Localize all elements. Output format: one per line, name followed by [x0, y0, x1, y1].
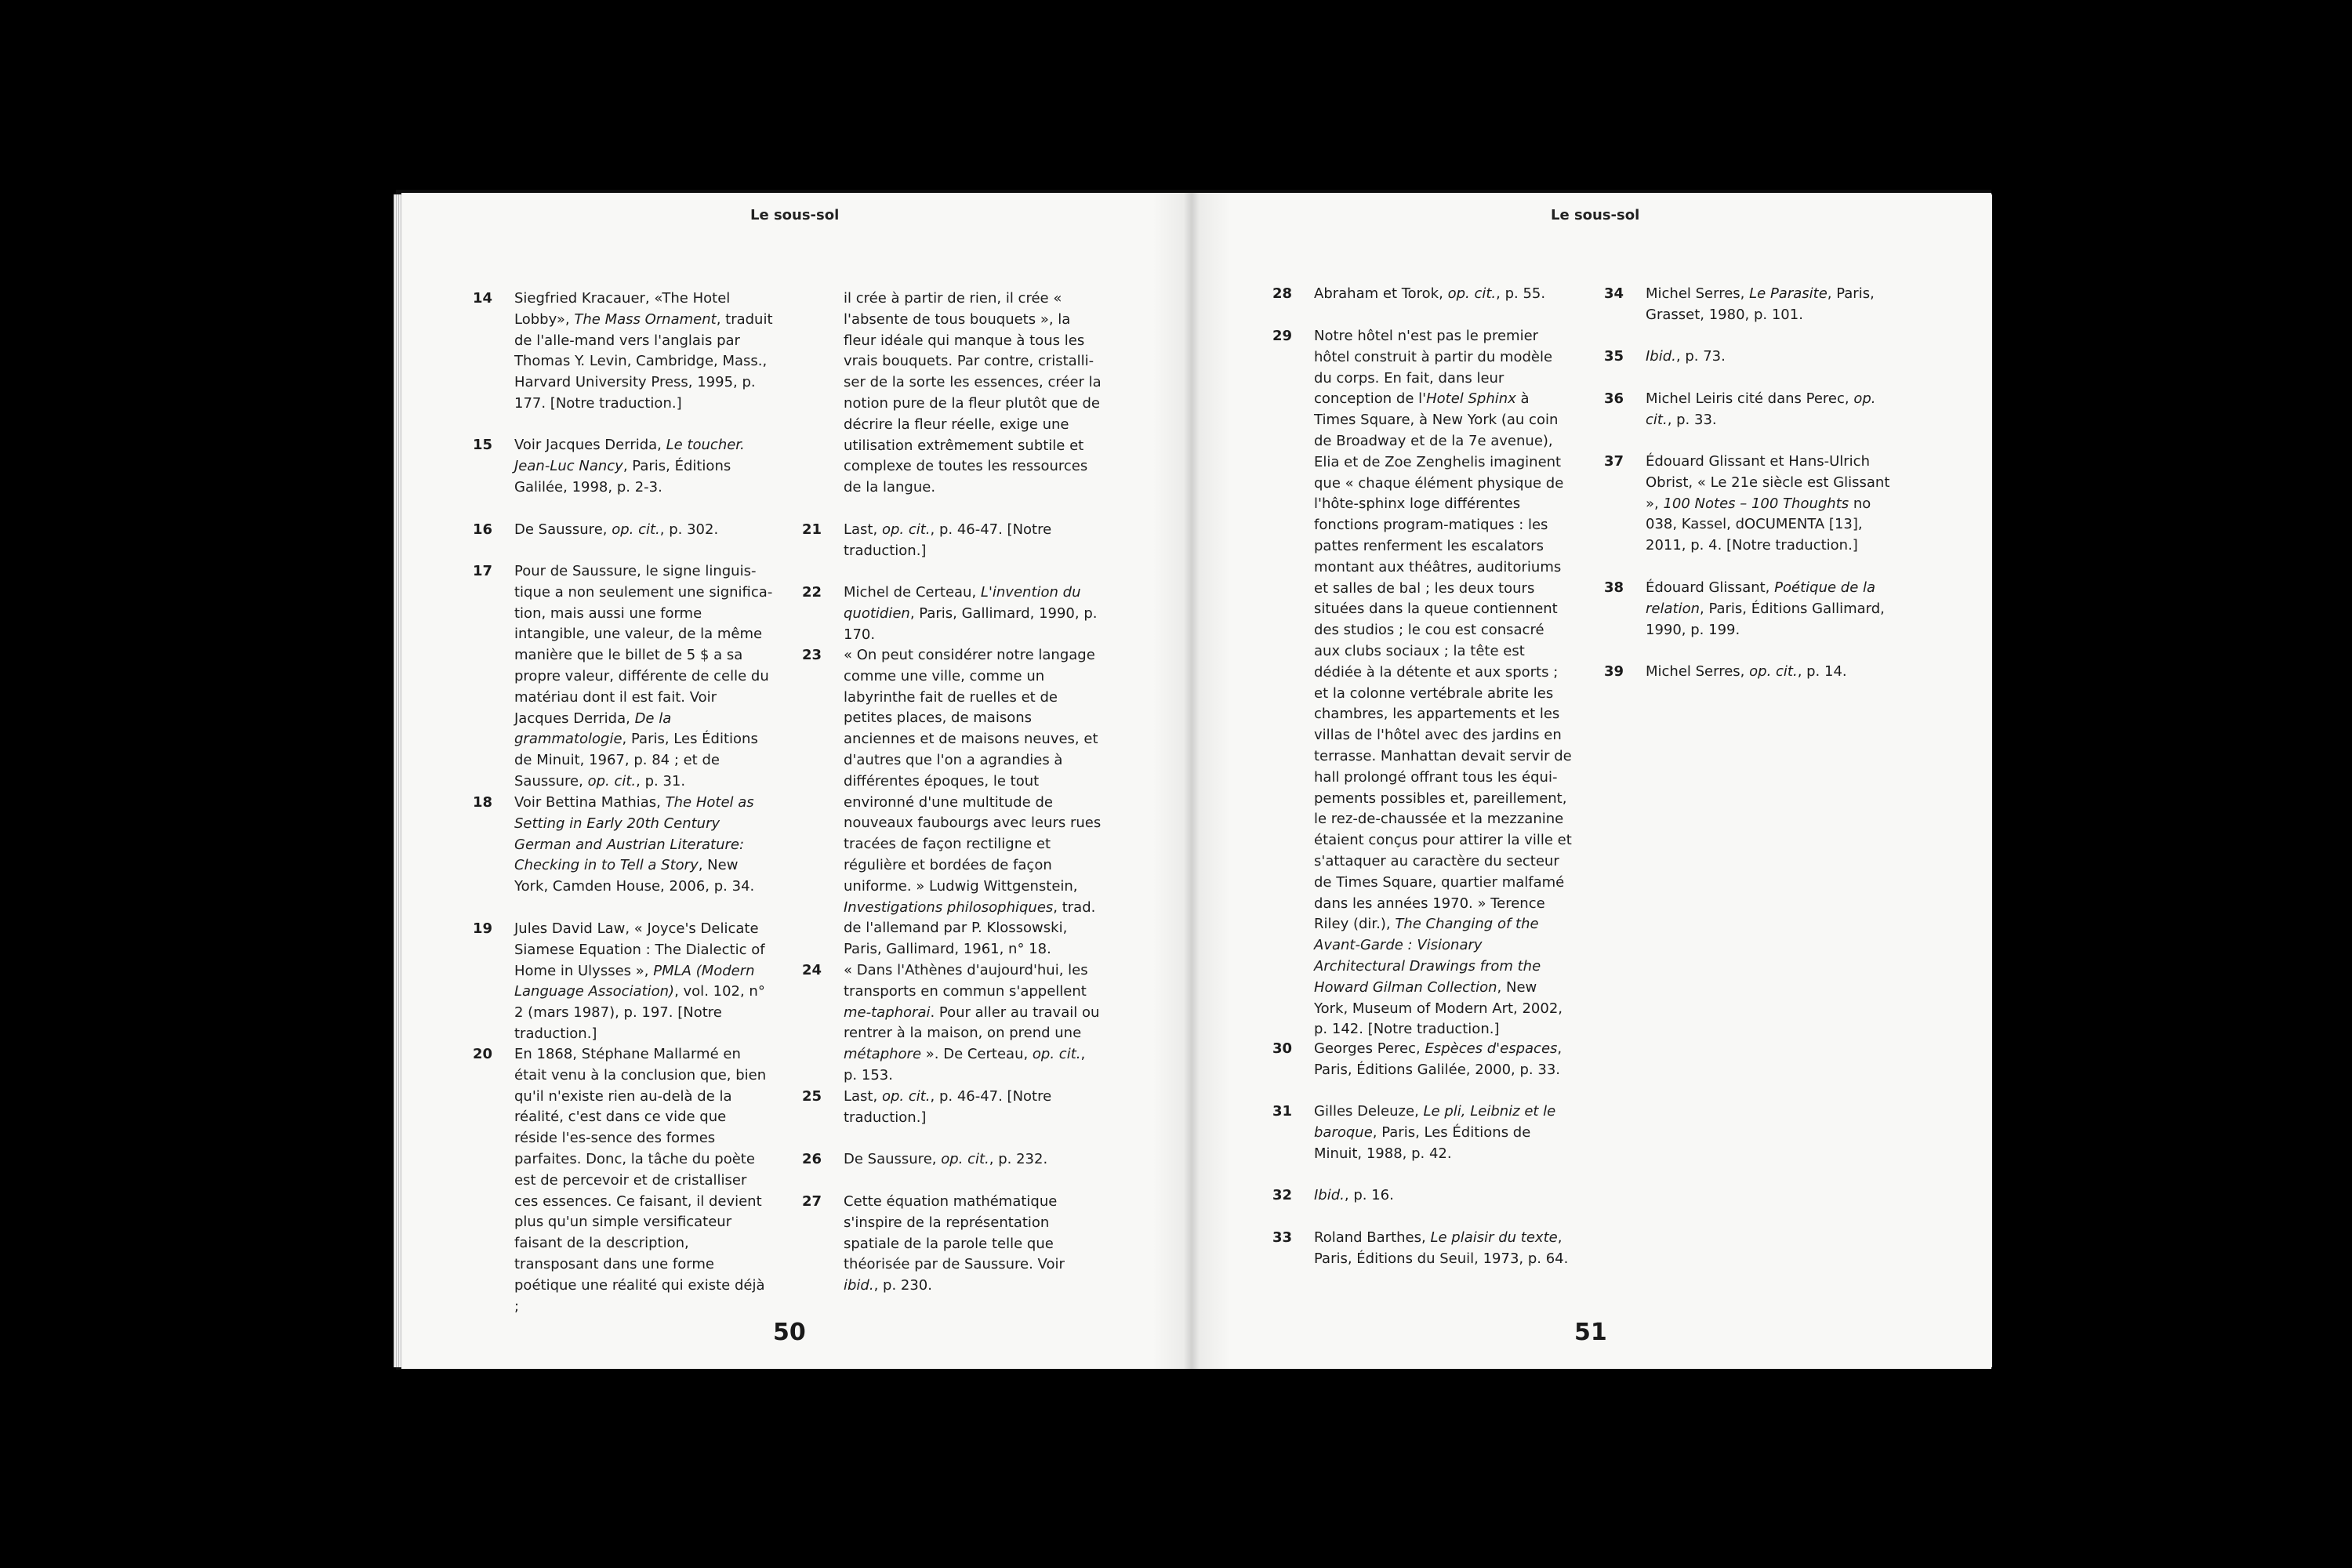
footnote-number: 17: [473, 563, 493, 579]
footnote-text: Georges Perec, Espèces d'espaces, Paris, Éditions Galilée, 2000, p. 33.: [1314, 1040, 1563, 1078]
footnote-text: De Saussure, op. cit., p. 302.: [514, 521, 719, 538]
footnote-text: Michel Leiris cité dans Perec, op. cit., p. 33.: [1646, 390, 1876, 428]
footnote-number: 18: [473, 794, 493, 811]
footnote-number: 29: [1272, 328, 1293, 344]
footnote-number: 31: [1272, 1103, 1293, 1120]
footnote-text: « On peut considérer notre langage comme une ville, comme un labyrinthe fait de ruelles et de petites places, de maisons anciennes et de maisons neuves, et d'autres que l'on a agrandies à différentes époques, le tout environné d'une multitude de nouveaux faubourgs avec leurs rues tracées de façon rectiligne et régulière et bordées de façon uniforme. » Ludwig Wittgenstein, Investigations philosophiques, trad. de l'allemand par P. Klossowski, Paris, Gallimard, 1961, n° 18.: [844, 647, 1102, 958]
footnote-number: 35: [1604, 348, 1624, 365]
footnote-text: « Dans l'Athènes d'aujourd'hui, les transports en commun s'appellent me-taphorai. Pour aller au travail ou rentrer à la maison, on prend une métaphore ». De Certeau, op. cit., p. 153.: [844, 962, 1100, 1083]
footnote-number: 19: [473, 920, 493, 937]
page-number-left: 50: [773, 1319, 806, 1346]
footnote-number: 25: [802, 1088, 822, 1105]
footnote-text: Notre hôtel n'est pas le premier hôtel construit à partir du modèle du corps. En fait, dans leur conception de l'Hotel Sphinx à Times Square, à New York (au coin de Broadway et de la 7e avenue), Elia et de Zoe Zenghelis imaginent que « chaque élément physique de l'hôte-sphinx loge différentes fonctions program-matiques : les pattes renferment les escalators montant aux théâtres, auditoriums et salles de bal ; les deux tours situées dans la queue contiennent des studios ; le cou est consacré aux clubs sociaux ; la tête est dédiée à la détente et aux sports ; et la colonne vertébrale abrite les chambres, les appartements et les villas de l'hôtel avec des jardins en terrasse. Manhattan devait servir de hall prolongé offrant tous les équi-pements possibles et, pareillement, le rez-de-chaussée et la mezzanine étaient conçus pour attirer la ville et s'attaquer au caractère du secteur de Times Square, quartier malfamé dans les années 1970. » Terence Riley (dir.), The Changing of the Avant-Garde : Visionary Architectural Drawings from the Howard Gilman Collection, New York, Museum of Modern Art, 2002, p. 142. [Notre traduction.]: [1314, 328, 1572, 1038]
footnote-number: 36: [1604, 390, 1624, 407]
footnote-text: Last, op. cit., p. 46-47. [Notre traduction.]: [844, 521, 1052, 559]
footnote-text: Jules David Law, « Joyce's Delicate Siamese Equation : The Dialectic of Home in Ulysses », PMLA (Modern Language Association), vol. 102, n° 2 (mars 1987), p. 197. [Notre traduction.]: [514, 920, 765, 1042]
footnote-text: Ibid., p. 16.: [1314, 1187, 1394, 1203]
footnote-number: 24: [802, 962, 822, 978]
footnote-number: 28: [1272, 285, 1293, 302]
footnote-number: 30: [1272, 1040, 1293, 1057]
footnote-number: 27: [802, 1193, 822, 1210]
running-head-right: Le sous-sol: [1551, 207, 1640, 223]
footnote-number: 14: [473, 290, 493, 307]
footnote-number: 32: [1272, 1187, 1293, 1203]
footnote-number: 39: [1604, 663, 1624, 680]
footnote-text: Michel Serres, Le Parasite, Paris, Grasset, 1980, p. 101.: [1646, 285, 1875, 323]
page-number-right: 51: [1574, 1319, 1607, 1346]
footnote-number: 15: [473, 437, 493, 453]
right-page: [1189, 193, 1991, 1369]
footnote-text: Gilles Deleuze, Le pli, Leibniz et le baroque, Paris, Les Éditions de Minuit, 1988, p. 42.: [1314, 1103, 1556, 1162]
footnote-text: il crée à partir de rien, il crée « l'absente de tous bouquets », la fleur idéale qui manque à tous les vrais bouquets. Par contre, cristalli-ser de la sorte les essences, créer la notion pure de la fleur plutôt que de décrire la fleur réelle, exige une utilisation extrêmement subtile et complexe de toutes les ressources de la langue.: [844, 290, 1102, 496]
footnote-number: 33: [1272, 1229, 1293, 1246]
footnote-text: Abraham et Torok, op. cit., p. 55.: [1314, 285, 1546, 302]
footnote-text: En 1868, Stéphane Mallarmé en était venu à la conclusion que, bien qu'il n'existe rien au-delà de la réalité, c'est dans ce vide que réside l'es-sence des formes parfaites. Donc, la tâche du poète est de percevoir et de cristalliser ces essences. Ce faisant, il devient plus qu'un simple versificateur faisant de la description, transposant dans une forme poétique une réalité qui existe déjà ;: [514, 1046, 767, 1315]
footnote-text: Voir Jacques Derrida, Le toucher. Jean-Luc Nancy, Paris, Éditions Galilée, 1998, p. 2-3.: [514, 437, 745, 495]
footnote-text: Ibid., p. 73.: [1646, 348, 1726, 365]
footnote-text: Siegfried Kracauer, «The Hotel Lobby», The Mass Ornament, traduit de l'alle-mand vers l'anglais par Thomas Y. Levin, Cambridge, Mass., Harvard University Press, 1995, p. 177. [Notre traduction.]: [514, 290, 773, 412]
footnote-number: 22: [802, 584, 822, 601]
footnote-text: Pour de Saussure, le signe linguis-tique a non seulement une significa-tion, mais aussi une forme intangible, une valeur, de la même manière que le billet de 5 $ a sa propre valeur, différente de celle du matériau dont il est fait. Voir Jacques Derrida, De la grammatologie, Paris, Les Éditions de Minuit, 1967, p. 84 ; et de Saussure, op. cit., p. 31.: [514, 563, 773, 789]
footnote-text: Édouard Glissant, Poétique de la relation, Paris, Éditions Gallimard, 1990, p. 199.: [1646, 579, 1885, 638]
footnote-number: 26: [802, 1151, 822, 1167]
footnote-number: 38: [1604, 579, 1624, 596]
footnote-number: 23: [802, 647, 822, 663]
footnote-text: De Saussure, op. cit., p. 232.: [844, 1151, 1048, 1167]
footnote-number: 37: [1604, 453, 1624, 470]
footnote-text: Michel de Certeau, L'invention du quotidien, Paris, Gallimard, 1990, p. 170.: [844, 584, 1098, 643]
footnote-text: Édouard Glissant et Hans-Ulrich Obrist, « Le 21e siècle est Glissant », 100 Notes – 100 Thoughts no 038, Kassel, dOCUMENTA [13], 2011, p. 4. [Notre traduction.]: [1646, 453, 1890, 554]
footnote-number: 34: [1604, 285, 1624, 302]
footnote-text: Last, op. cit., p. 46-47. [Notre traduction.]: [844, 1088, 1052, 1126]
footnote-number: 20: [473, 1046, 493, 1062]
footnote-number: 16: [473, 521, 493, 538]
footnote-text: Cette équation mathématique s'inspire de la représentation spatiale de la parole telle que théorisée par de Saussure. Voir ibid., p. 230.: [844, 1193, 1065, 1294]
footnote-text: Roland Barthes, Le plaisir du texte, Paris, Éditions du Seuil, 1973, p. 64.: [1314, 1229, 1569, 1267]
footnote-text: Voir Bettina Mathias, The Hotel as Setting in Early 20th Century German and Austrian Literature: Checking in to Tell a Story, New York, Camden House, 2006, p. 34.: [514, 794, 755, 895]
footnote-text: Michel Serres, op. cit., p. 14.: [1646, 663, 1847, 680]
running-head-left: Le sous-sol: [750, 207, 840, 223]
footnote-number: 21: [802, 521, 822, 538]
